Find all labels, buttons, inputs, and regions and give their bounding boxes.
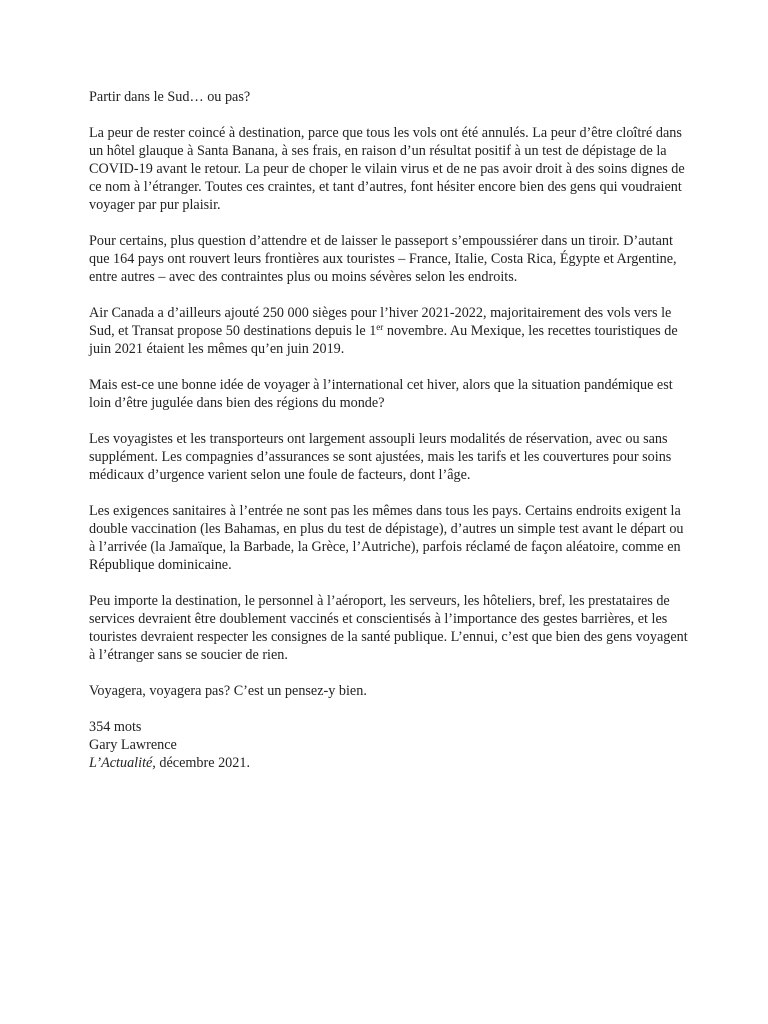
paragraph-4: Mais est-ce une bonne idée de voyager à l’international cet hiver, alors que la situation pandémique est loin d’être jugulée dans bien des régions du monde? — [89, 377, 673, 411]
paragraph-3 — [89, 304, 689, 358]
paragraph-2: Pour certains, plus question d’attendre et de laisser le passeport s’empoussiérer dans un tiroir. D’autant que 164 pays ont rouvert leurs frontières aux touristes – France, Italie, Costa Rica, Égypte et Argentine, entre autres – avec des contraintes plus ou moins sévères selon les endroits. — [89, 233, 677, 285]
paragraph-5: Les voyagistes et les transporteurs ont largement assoupli leurs modalités de réservation, avec ou sans supplément. Les compagnies d’assurances se sont ajustées, mais les tarifs et les couvertures pour soins médicaux d’urgence varient selon une foule de facteurs, dont l’âge. — [89, 431, 672, 483]
source-line — [89, 754, 689, 772]
paragraph-6: Les exigences sanitaires à l’entrée ne sont pas les mêmes dans tous les pays. Certains endroits exigent la double vaccination (les Bahamas, en plus du test de dépistage), d’autres un simple test avant le départ ou à l’arrivée (la Jamaïque, la Barbade, la Grèce, l’Autriche), parfois réclamé de façon aléatoire, comme en République dominicaine. — [89, 503, 684, 573]
document-page — [89, 88, 689, 772]
article-title: Partir dans le Sud… ou pas? — [89, 89, 251, 105]
closing-line: Voyagera, voyagera pas? C’est un pensez-y bien. — [89, 683, 367, 699]
paragraph-1: La peur de rester coincé à destination, parce que tous les vols ont été annulés. La peur d’être cloîtré dans un hôtel glauque à Santa Banana, à ses frais, en raison d’un résultat positif à un test de dépistage de la COVID-19 avant le retour. La peur de choper le vilain virus et de ne pas avoir droit à des soins dignes de ce nom à l’étranger. Toutes ces craintes, et tant d’autres, font hésiter encore bien des gens qui voudraient voyager par pur plaisir. — [89, 125, 685, 213]
word-count: 354 mots — [89, 719, 142, 735]
paragraph-3-part2: novembre. Au Mexique, les recettes touristiques de juin 2021 étaient les mêmes qu’en juin 2019. — [89, 323, 678, 357]
paragraph-3-part1: Air Canada a d’ailleurs ajouté 250 000 sièges pour l’hiver 2021-2022, majoritairement des vols vers le Sud, et Transat propose 50 destinations depuis le 1 — [89, 305, 672, 339]
ordinal-superscript: er — [376, 322, 384, 332]
author-name: Gary Lawrence — [89, 737, 177, 753]
paragraph-7: Peu importe la destination, le personnel à l’aéroport, les serveurs, les hôteliers, bref, les prestataires de services devraient être doublement vaccinés et conscientisés à l’importance des gestes barrières, et les touristes devraient respecter les consignes de la santé publique. L’ennui, c’est que bien des gens voyagent à l’étranger sans se soucier de rien. — [89, 593, 688, 663]
source-publication: L’Actualité, — [89, 755, 156, 771]
source-date: décembre 2021. — [155, 755, 251, 771]
